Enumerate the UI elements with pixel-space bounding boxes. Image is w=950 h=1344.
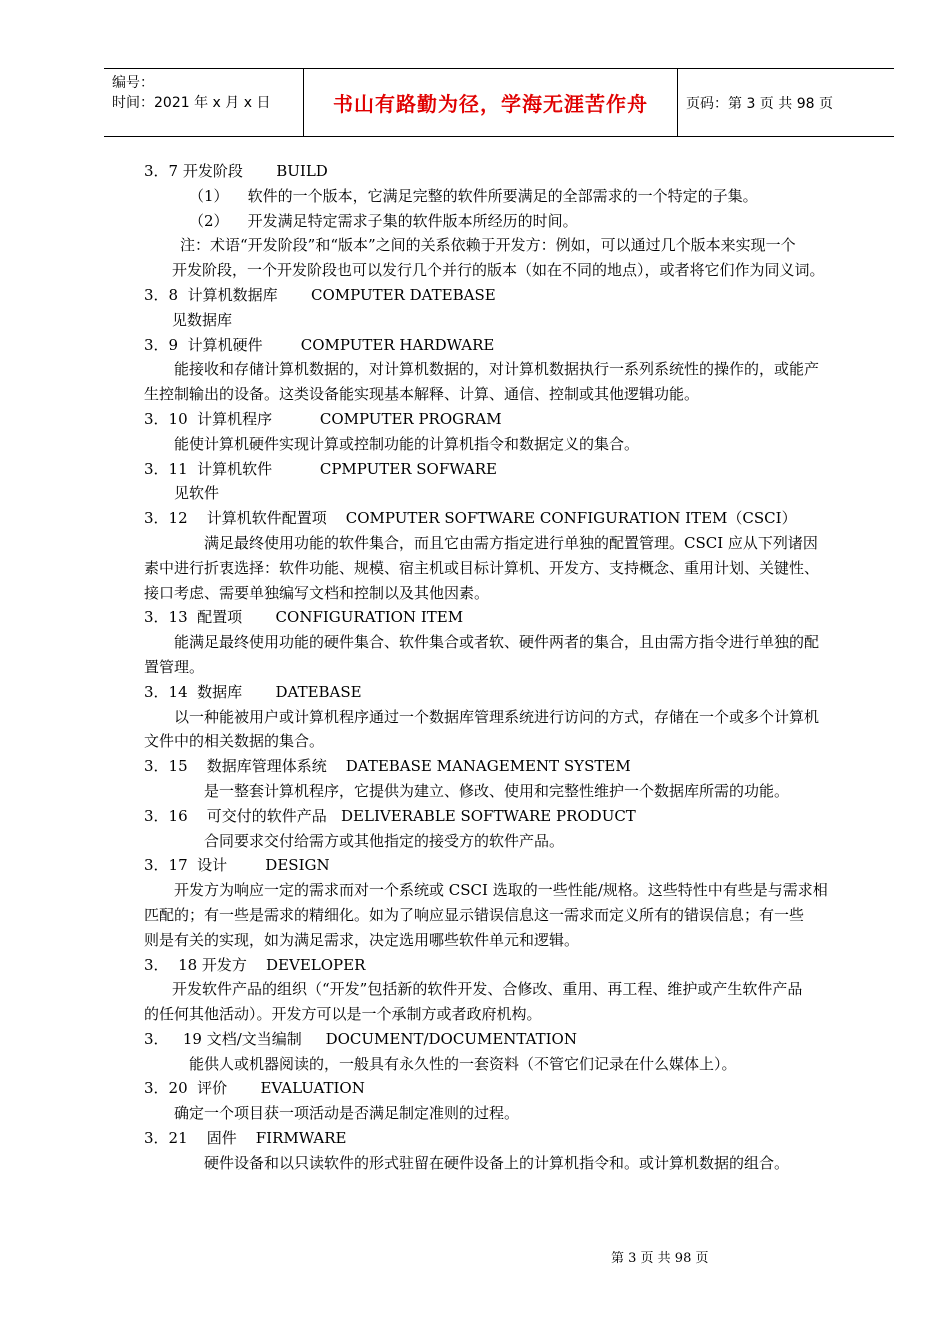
definition-text: 接口考虑、需要单独编写文档和控制以及其他因素。 bbox=[144, 583, 490, 602]
definition-text: 确定一个项目获一项活动是否满足制定准则的过程。 bbox=[174, 1104, 520, 1123]
definition-text: 合同要求交付给需方或其他指定的接受方的软件产品。 bbox=[204, 831, 565, 850]
definition-text: 能接收和存储计算机数据的，对计算机数据的，对计算机数据执行一系列系统性的操作的，或能产 bbox=[174, 360, 820, 379]
section-heading: 3．9 计算机硬件 COMPUTER HARDWARE bbox=[144, 335, 495, 354]
page-header bbox=[104, 68, 894, 137]
section-heading: 3．15 数据库管理体系统 DATEBASE MANAGEMENT SYSTEM bbox=[144, 757, 631, 776]
definition-text: 匹配的；有一些是需求的精细化。如为了响应显示错误信息这一需求而定义所有的错误信息；有一些 bbox=[144, 905, 805, 924]
definition-text: 见软件 bbox=[174, 484, 220, 503]
definition-text: 置管理。 bbox=[144, 657, 205, 676]
section-heading: 3．16 可交付的软件产品 DELIVERABLE SOFTWARE PRODUCT bbox=[144, 806, 636, 825]
definition-text: 满足最终使用功能的软件集合，而且它由需方指定进行单独的配置管理。CSCI 应从下列诸因 bbox=[204, 533, 818, 552]
document-time-label: 时间：2021 年 x 月 x 日 bbox=[112, 95, 271, 111]
header-page-label: 页码：第 3 页 共 98 页 bbox=[686, 95, 833, 112]
section-heading: 3．7 开发阶段 BUILD bbox=[144, 162, 328, 180]
definition-text: 能使计算机硬件实现计算或控制功能的计算机指令和数据定义的集合。 bbox=[174, 434, 640, 453]
document-number-label: 编号： bbox=[112, 75, 154, 91]
section-heading: 3． 18 开发方 DEVELOPER bbox=[144, 955, 366, 974]
page-footer: 第 3 页 共 98 页 bbox=[611, 1251, 709, 1266]
section-heading: 3．20 评价 EVALUATION bbox=[144, 1079, 365, 1098]
section-heading: 3．10 计算机程序 COMPUTER PROGRAM bbox=[144, 409, 502, 428]
definition-text: 见数据库 bbox=[172, 310, 233, 329]
section-heading: 3．13 配置项 CONFIGURATION ITEM bbox=[144, 608, 464, 627]
section-heading: 3．11 计算机软件 CPMPUTER SOFWARE bbox=[144, 459, 497, 478]
list-item: （1） 软件的一个版本，它满足完整的软件所要满足的全部需求的一个特定的子集。 bbox=[189, 186, 758, 205]
section-heading: 3． 19 文档/文当编制 DOCUMENT/DOCUMENTATION bbox=[144, 1029, 577, 1048]
definition-text: 以一种能被用户或计算机程序通过一个数据库管理系统进行访问的方式，存储在一个或多个计算机 bbox=[174, 707, 820, 726]
definition-text: 能供人或机器阅读的，一般具有永久性的一套资料（不管它们记录在什么媒体上）。 bbox=[189, 1054, 737, 1073]
section-heading: 3．8 计算机数据库 COMPUTER DATEBASE bbox=[144, 285, 496, 304]
definition-text: 素中进行折衷选择：软件功能、规模、宿主机或目标计算机、开发方、支持概念、重用计划、关键性、 bbox=[144, 558, 820, 577]
definition-text: 开发软件产品的组织（“开发”包括新的软件开发、合修改、重用、再工程、维护或产生软件产品 bbox=[172, 980, 803, 999]
definition-text: 文件中的相关数据的集合。 bbox=[144, 732, 325, 751]
note-text: 开发阶段，一个开发阶段也可以发行几个并行的版本（如在不同的地点），或者将它们作为同义词。 bbox=[172, 261, 825, 280]
header-motto: 书山有路勤为径，学海无涯苦作舟 bbox=[304, 69, 678, 136]
section-heading: 3．17 设计 DESIGN bbox=[144, 856, 330, 875]
definition-text: 生控制输出的设备。这类设备能实现基本解释、计算、通信、控制或其他逻辑功能。 bbox=[144, 385, 700, 404]
section-heading: 3．14 数据库 DATEBASE bbox=[144, 682, 362, 701]
list-item: （2） 开发满足特定需求子集的软件版本所经历的时间。 bbox=[189, 211, 578, 230]
definition-text: 开发方为响应一定的需求而对一个系统或 CSCI 选取的一些性能/规格。这些特性中有些是与需求相 bbox=[174, 881, 828, 900]
definition-text: 的任何其他活动）。开发方可以是一个承制方或者政府机构。 bbox=[144, 1005, 542, 1024]
definition-text: 能满足最终使用功能的硬件集合、软件集合或者软、硬件两者的集合，且由需方指令进行单独的配 bbox=[174, 633, 820, 652]
definition-text: 硬件设备和以只读软件的形式驻留在硬件设备上的计算机指令和。或计算机数据的组合。 bbox=[204, 1153, 790, 1172]
note-text: 注：术语“开发阶段”和“版本”之间的关系依赖于开发方：例如，可以通过几个版本来实现一个 bbox=[180, 236, 796, 255]
section-heading: 3．21 固件 FIRMWARE bbox=[144, 1129, 347, 1148]
header-meta bbox=[104, 69, 304, 136]
section-heading: 3．12 计算机软件配置项 COMPUTER SOFTWARE CONFIGURATION ITEM（CSCI） bbox=[144, 509, 797, 528]
document-body bbox=[144, 159, 910, 1176]
definition-text: 则是有关的实现，如为满足需求，决定选用哪些软件单元和逻辑。 bbox=[144, 930, 580, 949]
definition-text: 是一整套计算机程序，它提供为建立、修改、使用和完整性维护一个数据库所需的功能。 bbox=[204, 781, 790, 800]
